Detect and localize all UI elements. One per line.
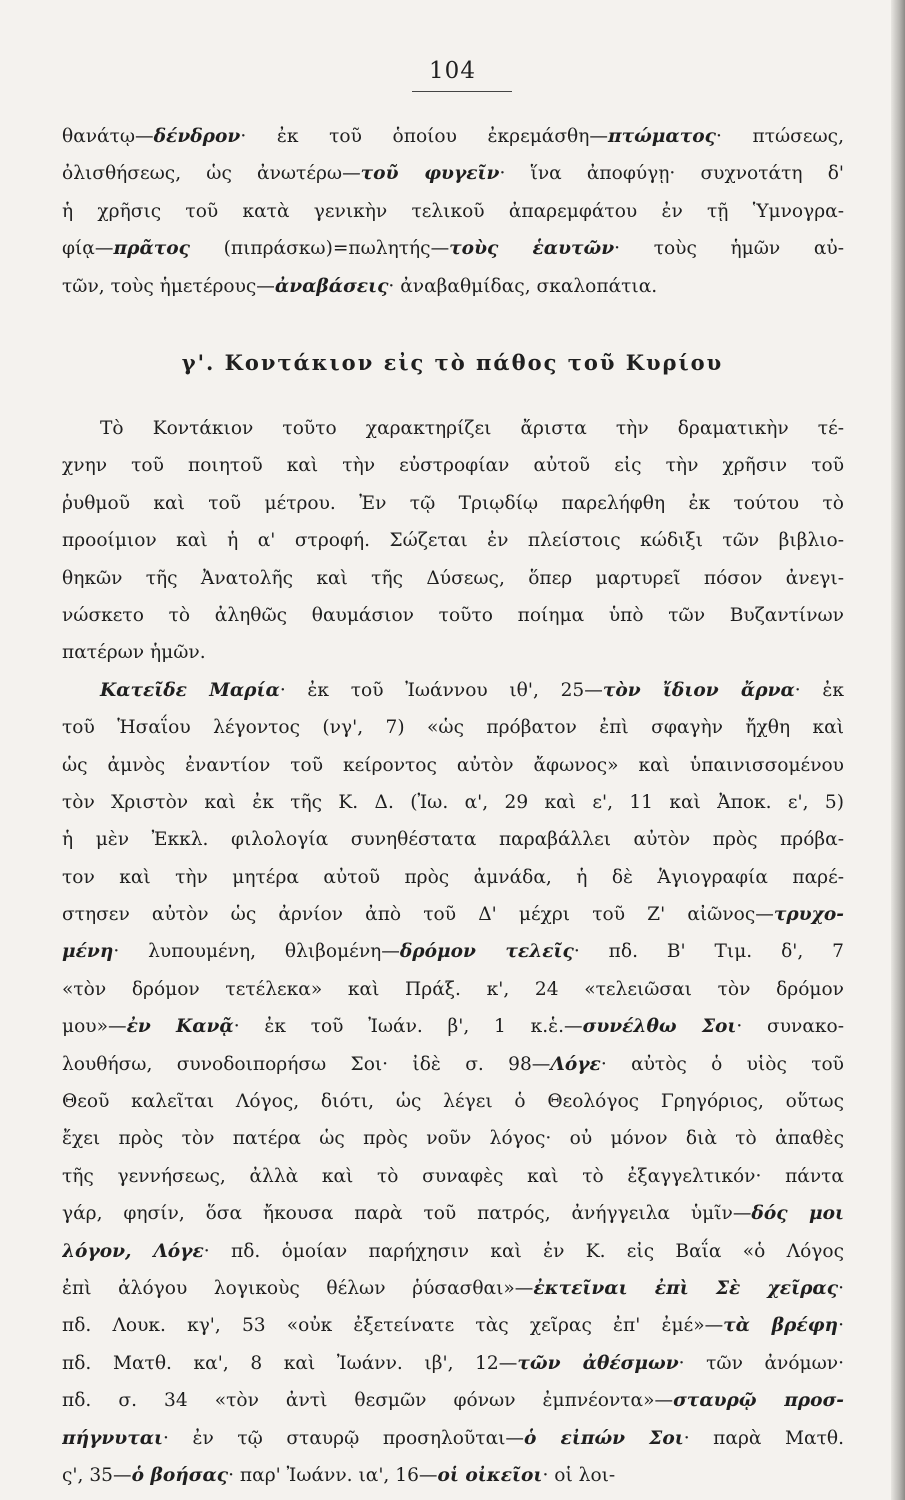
text-run: μου»— bbox=[62, 1016, 127, 1038]
emphasized-term: πήγνυται bbox=[62, 1427, 164, 1449]
emphasized-term: ἐν Κανᾷ bbox=[126, 1016, 234, 1038]
text-line bbox=[62, 1345, 844, 1382]
text-run: · συνακο- bbox=[736, 1016, 844, 1038]
section-body bbox=[62, 410, 844, 1494]
text-line bbox=[62, 1195, 844, 1232]
text-run: Θεοῦ καλεῖται Λόγος, διότι, ὡς λέγει ὁ Θεολόγος Γρηγόριος, οὕτως bbox=[62, 1091, 844, 1113]
text-run: νώσκετο τὸ ἀληθῶς θαυμάσιον τοῦτο ποίημα ὑπὸ τῶν Βυζαντίνων bbox=[62, 604, 844, 626]
text-run: ἡ μὲν Ἐκκλ. φιλολογία συνηθέστατα παραβάλλει αὐτὸν πρὸς πρόβα- bbox=[62, 829, 844, 851]
emphasized-term: τὰ βρέφη bbox=[723, 1315, 839, 1337]
text-line bbox=[62, 410, 844, 447]
text-run: · παρ' Ἰωάνν. ια', 16— bbox=[228, 1464, 438, 1486]
text-run: «τὸν δρόμον τετέλεκα» καὶ Πράξ. κ', 24 «τελειῶσαι τὸν δρόμον bbox=[62, 978, 844, 1000]
text-line bbox=[62, 859, 844, 896]
emphasized-term: οἱ οἰκεῖοι bbox=[437, 1464, 543, 1486]
text-line bbox=[62, 1233, 844, 1270]
section-heading: γ'. Κοντάκιον εἰς τὸ πάθος τοῦ Κυρίου bbox=[181, 350, 724, 375]
text-line bbox=[62, 485, 844, 522]
text-line bbox=[62, 155, 844, 192]
page-number: 104 bbox=[429, 58, 476, 84]
text-run: ἡ χρῆσις τοῦ κατὰ γενικὴν τελικοῦ ἀπαρεμφάτου ἐν τῇ Ὑμνογρα- bbox=[62, 200, 844, 222]
text-run: ς', 35— bbox=[62, 1464, 132, 1486]
emphasized-term: μένη bbox=[62, 941, 114, 963]
text-line bbox=[62, 1420, 844, 1457]
text-run: θανάτῳ— bbox=[62, 126, 154, 147]
text-run: λουθήσω, συνοδοιπορήσω Σοι· ἰδὲ σ. 98— bbox=[62, 1053, 551, 1075]
text-line bbox=[62, 193, 844, 230]
text-run: θηκῶν τῆς Ἀνατολῆς καὶ τῆς Δύσεως, ὅπερ μαρτυρεῖ πόσον ἀνεγι- bbox=[62, 567, 844, 589]
text-run: προοίμιον καὶ ἡ α' στροφή. Σώζεται ἐν πλείστοις κώδιξι τῶν βιβλιο- bbox=[62, 530, 844, 552]
text-line bbox=[62, 1457, 844, 1494]
text-run: γάρ, φησίν, ὅσα ἤκουσα παρὰ τοῦ πατρός, ἀνήγγειλα ὑμῖν— bbox=[62, 1203, 752, 1225]
emphasized-term: Κατεῖδε Μαρία bbox=[100, 679, 280, 701]
text-line bbox=[62, 747, 844, 784]
text-line bbox=[62, 672, 844, 709]
text-run: ἔχει πρὸς τὸν πατέρα ὡς πρὸς νοῦν λόγος· οὐ μόνον διὰ τὸ ἀπαθὲς bbox=[62, 1128, 844, 1150]
text-run: ὡς ἀμνὸς ἐναντίον τοῦ κείροντος αὐτὸν ἄφωνος» καὶ ὑπαινισσομένου bbox=[62, 754, 844, 776]
text-line bbox=[62, 971, 844, 1008]
text-run: πδ. Ματθ. κα', 8 καὶ Ἰωάνν. ιβ', 12— bbox=[62, 1352, 518, 1374]
text-run: · ἐν τῷ σταυρῷ προσηλοῦται— bbox=[163, 1427, 525, 1449]
text-line bbox=[62, 634, 844, 671]
text-run: · ἵνα ἀποφύγῃ· συχνοτάτη δ' bbox=[499, 163, 844, 185]
text-run: τὸν Χριστὸν καὶ ἐκ τῆς Κ. Δ. (Ἰω. α', 29 καὶ ε', 11 καὶ Ἀποκ. ε', 5) bbox=[62, 791, 844, 813]
text-run: χνην τοῦ ποιητοῦ καὶ τὴν εὐστροφίαν αὐτοῦ εἰς τὴν χρῆσιν τοῦ bbox=[62, 455, 844, 477]
emphasized-term: δός μοι bbox=[751, 1203, 844, 1225]
emphasized-term: τρυχο- bbox=[773, 904, 844, 926]
text-run: τον καὶ τὴν μητέρα αὐτοῦ πρὸς ἀμνάδα, ἡ δὲ Ἁγιογραφία παρέ- bbox=[62, 866, 844, 888]
text-run: · ἐκ bbox=[794, 679, 844, 701]
text-run: · πδ. ὁμοίαν παρήχησιν καὶ ἐν Κ. εἰς Βαΐα «ὁ Λόγος bbox=[203, 1240, 844, 1262]
emphasized-term: τοὺς ἑαυτῶν bbox=[449, 238, 615, 260]
text-run: ὀλισθήσεως, ὡς ἀνωτέρω— bbox=[62, 163, 361, 185]
emphasized-term: πρᾶτος bbox=[113, 238, 190, 260]
text-line bbox=[62, 268, 844, 305]
text-run: πατέρων ἡμῶν. bbox=[62, 642, 206, 664]
text-run: · τοὺς ἡμῶν αὐ- bbox=[614, 238, 844, 260]
emphasized-term: τὸν ἴδιον ἄρνα bbox=[602, 679, 795, 701]
text-line bbox=[62, 1046, 844, 1083]
text-run: τῶν, τοὺς ἡμετέρους— bbox=[62, 275, 275, 297]
text-line bbox=[62, 933, 844, 970]
emphasized-term: ὁ εἰπών Σοι bbox=[524, 1427, 684, 1449]
text-line bbox=[62, 1008, 844, 1045]
emphasized-term: συνέλθω Σοι bbox=[582, 1016, 737, 1038]
text-run: φίᾳ— bbox=[62, 238, 114, 260]
text-run: (πιπράσκω)=πωλητής— bbox=[190, 238, 450, 260]
text-line bbox=[62, 821, 844, 858]
text-line bbox=[62, 709, 844, 746]
emphasized-term: δένδρον bbox=[153, 126, 241, 147]
text-run: · τῶν ἀνόμων· bbox=[678, 1352, 844, 1374]
text-run: · ἐκ τοῦ ὁποίου ἐκρεμάσθη— bbox=[240, 126, 608, 147]
emphasized-term: δρόμον τελεῖς bbox=[399, 941, 574, 963]
text-run: · πτώσεως, bbox=[715, 126, 844, 147]
emphasized-term: λόγον, Λόγε bbox=[62, 1240, 204, 1262]
text-run: · οἱ λοι- bbox=[542, 1464, 616, 1486]
emphasized-term: ἀναβάσεις bbox=[274, 275, 389, 297]
text-line bbox=[62, 1120, 844, 1157]
text-run: πδ. Λουκ. κγ', 53 «οὐκ ἐξετείνατε τὰς χεῖρας ἐπ' ἐμέ»— bbox=[62, 1315, 724, 1337]
text-run: ῥυθμοῦ καὶ τοῦ μέτρου. Ἐν τῷ Τριῳδίῳ παρελήφθη ἐκ τούτου τὸ bbox=[62, 492, 844, 514]
emphasized-term: τῶν ἀθέσμων bbox=[517, 1352, 679, 1374]
text-run: Τὸ Κοντάκιον τοῦτο χαρακτηρίζει ἄριστα τὴν δραματικὴν τέ- bbox=[100, 418, 844, 439]
emphasized-term: τοῦ φυγεῖν bbox=[360, 163, 500, 185]
page-edge-shadow bbox=[891, 0, 905, 1500]
text-run: · ἐκ τοῦ Ἰωάν. β', 1 κ.ἑ.— bbox=[233, 1016, 583, 1038]
text-line bbox=[62, 560, 844, 597]
text-line bbox=[62, 522, 844, 559]
text-run: · παρὰ Ματθ. bbox=[683, 1427, 844, 1449]
text-line bbox=[62, 118, 844, 155]
text-run: πδ. σ. 34 «τὸν ἀντὶ θεσμῶν φόνων ἐμπνέοντα»— bbox=[62, 1390, 674, 1412]
text-run: · bbox=[838, 1315, 844, 1337]
text-line bbox=[62, 447, 844, 484]
emphasized-term: Λόγε bbox=[550, 1053, 601, 1075]
text-run: · πδ. Β' Τιμ. δ', 7 bbox=[573, 941, 844, 963]
top-paragraph bbox=[62, 118, 844, 305]
text-line bbox=[62, 896, 844, 933]
text-line bbox=[62, 1270, 844, 1307]
text-line bbox=[62, 784, 844, 821]
text-run: τῆς γεννήσεως, ἀλλὰ καὶ τὸ συναφὲς καὶ τὸ ἐξαγγελτικόν· πάντα bbox=[62, 1165, 844, 1187]
text-line bbox=[62, 1158, 844, 1195]
text-line bbox=[62, 1382, 844, 1419]
emphasized-term: σταυρῷ προσ- bbox=[673, 1390, 844, 1412]
text-line bbox=[62, 230, 844, 267]
text-line bbox=[62, 597, 844, 634]
text-run: · ἀναβαθμίδας, σκαλοπάτια. bbox=[388, 275, 658, 297]
emphasized-term: ὁ βοήσας bbox=[131, 1464, 229, 1486]
emphasized-term: πτώματος bbox=[607, 126, 716, 147]
text-run: · αὐτὸς ὁ υἱὸς τοῦ bbox=[600, 1053, 844, 1075]
text-line bbox=[62, 1307, 844, 1344]
text-run: ἐπὶ ἀλόγου λογικοὺς θέλων ῥύσασθαι»— bbox=[62, 1277, 534, 1299]
page-number-rule bbox=[412, 91, 512, 92]
text-run: · ἐκ τοῦ Ἰωάννου ιθ', 25— bbox=[279, 679, 603, 701]
text-run: τοῦ Ἡσαΐου λέγοντος (νγ', 7) «ὡς πρόβατον ἐπὶ σφαγὴν ἤχθη καὶ bbox=[62, 717, 844, 739]
text-run: · λυπουμένη, θλιβομένη— bbox=[113, 941, 400, 963]
text-line bbox=[62, 1083, 844, 1120]
text-run: στησεν αὐτὸν ὡς ἀρνίον ἀπὸ τοῦ Δ' μέχρι τοῦ Ζ' αἰῶνος— bbox=[62, 904, 774, 926]
emphasized-term: ἐκτεῖναι ἐπὶ Σὲ χεῖρας bbox=[533, 1277, 839, 1299]
text-run: · bbox=[838, 1277, 844, 1299]
